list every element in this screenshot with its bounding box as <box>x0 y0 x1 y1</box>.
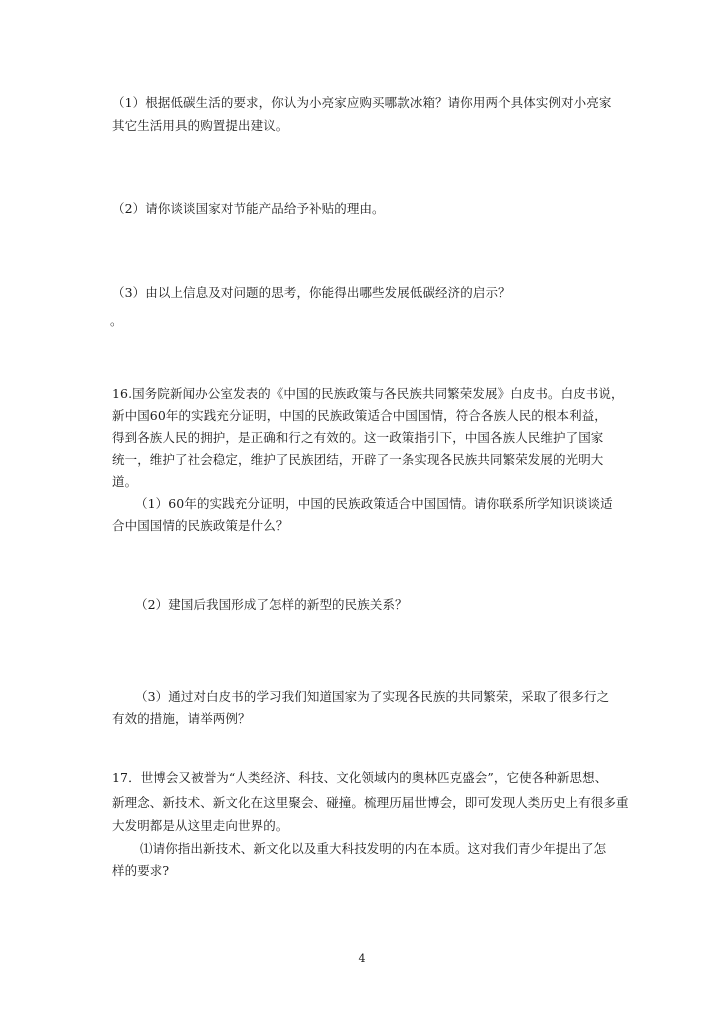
q17-part1-line2: 样的要求? <box>112 863 170 878</box>
q16-part1-line1: （1）60年的实践充分证明，中国的民族政策适合中国国情。请你联系所学知识谈谈适 <box>135 496 613 511</box>
q16-part2: （2）建国后我国形成了怎样的新型的民族关系？ <box>135 597 408 612</box>
q16-intro-line2: 新中国60年的实践充分证明，中国的民族政策适合中国国情，符合各族人民的根本利益， <box>112 408 607 423</box>
page-number: 4 <box>358 952 366 965</box>
q16-intro-line3: 得到各族人民的拥护，是正确和行之有效的。这一政策指引下，中国各族人民维护了国家 <box>112 430 604 445</box>
q15-part1-line2: 其它生活用具的购置提出建议。 <box>112 118 289 133</box>
q16-intro-line5: 道。 <box>112 474 138 489</box>
q16-intro-line4: 统一，维护了社会稳定，维护了民族团结，开辟了一条实现各民族共同繁荣发展的光明大 <box>112 452 604 467</box>
q17-intro-line1: 17．世博会又被誉为“人类经济、科技、文化领域内的奥林匹克盛会”，它使各种新思想、 <box>112 770 608 785</box>
q15-part1-line1: （1）根据低碳生活的要求，你认为小亮家应购买哪款冰箱？请你用两个具体实例对小亮家 <box>112 95 612 110</box>
q16-intro-line1: 16.国务院新闻办公室发表的《中国的民族政策与各民族共同繁荣发展》白皮书。白皮书说， <box>112 386 624 401</box>
q16-part1-line2: 合中国国情的民族政策是什么？ <box>112 518 289 533</box>
q15-part3: （3）由以上信息及对问题的思考，你能得出哪些发展低碳经济的启示？ <box>112 285 511 300</box>
q17-intro-line3: 大发明都是从这里走向世界的。 <box>112 818 289 833</box>
q17-part1-line1: ⑴请你指出新技术、新文化以及重大科技发明的内在本质。这对我们青少年提出了怎 <box>140 841 607 856</box>
q16-part3-line1: （3）通过对白皮书的学习我们知道国家为了实现各民族的共同繁荣，采取了很多行之 <box>135 689 610 704</box>
q16-part3-line2: 有效的措施，请举两例？ <box>112 711 251 726</box>
q15-part2: （2）请你谈谈国家对节能产品给予补贴的理由。 <box>112 201 385 216</box>
q17-intro-line2: 新理念、新技术、新文化在这里聚会、碰撞。梳理历届世博会，即可发现人类历史上有很多重 <box>112 795 629 810</box>
q15-trailing-mark: 。 <box>110 313 123 328</box>
